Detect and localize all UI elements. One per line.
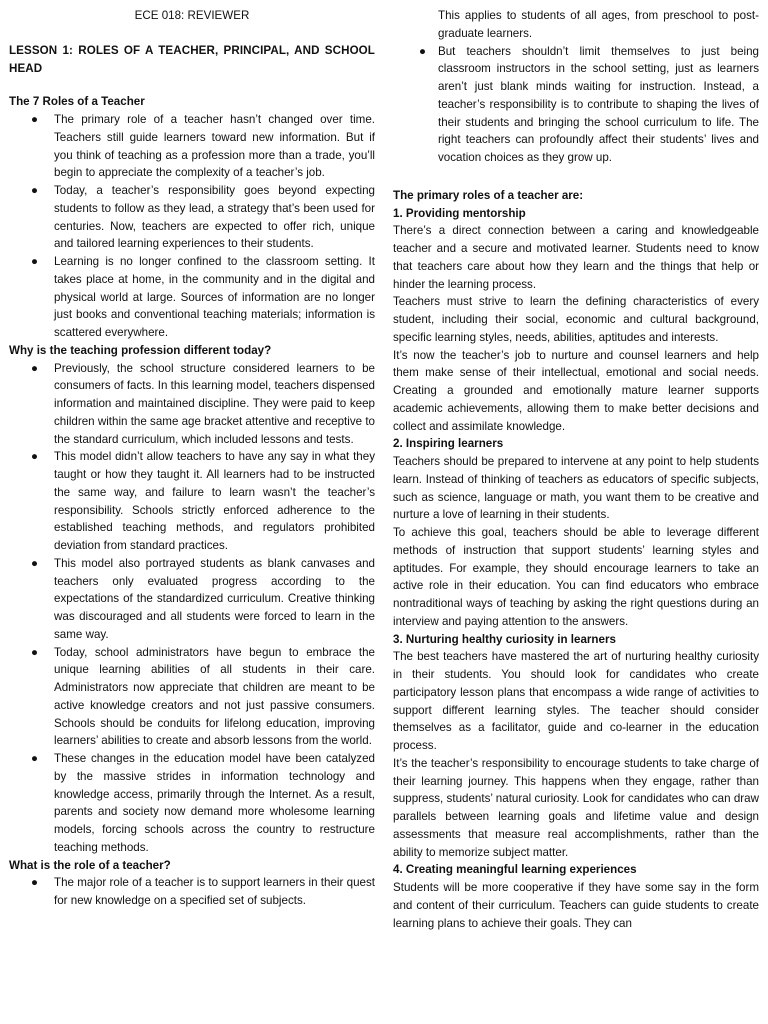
bullet-list-intro: [9, 111, 375, 342]
section-heading-role: What is the role of a teacher?: [9, 858, 171, 872]
bullet-list-continued: [393, 7, 759, 167]
list-item: ● The primary role of a teacher hasn’t changed over time. Teachers still guide learners toward new information. But if you think of teaching as a profession more than a trade, you’ll begin to appreciate the complexity of a teacher’s job.: [31, 113, 375, 180]
section-heading-why-different: Why is the teaching profession different today?: [9, 343, 272, 357]
section-heading-curiosity: 3. Nurturing healthy curiosity in learners: [393, 632, 616, 646]
lesson-heading: LESSON 1: ROLES OF A TEACHER, PRINCIPAL, AND SCHOOL HEAD: [9, 43, 375, 75]
list-item: ● Today, school administrators have begun to embrace the unique learning abilities of all students in their care. Administrators now appreciate that children are meant to be active knowledge creators and not just passive consumers. Schools should be conduits for lifelong education, improving learners’ abilities to create and absorb lessons from the world.: [31, 645, 375, 748]
list-item: ● This model also portrayed students as blank canvases and teachers only evaluated progress according to the expectations of the standardized curriculum. Creative thinking was discouraged and all students were forced to learn in the same way.: [31, 556, 375, 641]
bullet-icon: ●: [31, 556, 39, 570]
bullet-icon: ●: [31, 450, 39, 464]
paragraph: Teachers must strive to learn the defining characteristics of every student, including their social, economic and cultural background, specific learning styles, needs, abilities, aptitudes and interests.: [393, 295, 759, 344]
bullet-icon: ●: [31, 184, 39, 197]
bullet-icon: ●: [31, 255, 39, 268]
document-title: ECE 018: REVIEWER: [134, 9, 250, 22]
section-heading-mentorship: 1. Providing mentorship: [393, 206, 526, 220]
left-column: [9, 7, 375, 910]
bullet-icon: ●: [31, 752, 39, 765]
list-item: ● Today, a teacher’s responsibility goes beyond expecting students to follow as they lead, a strategy that’s been used for centuries. Now, teachers are expected to offer rich, unique and tailored learning experiences to their students.: [31, 184, 375, 251]
bullet-icon: ●: [31, 113, 39, 126]
bullet-list-why: [9, 360, 375, 857]
section-heading-inspiring: 2. Inspiring learners: [393, 437, 504, 451]
list-item: ● These changes in the education model have been catalyzed by the massive strides in information technology and knowledge access, primarily through the Internet. As a result, parents and society now demand more wholesome learning models, forcing schools across the country to restructure teaching methods.: [31, 752, 375, 854]
paragraph: Teachers should be prepared to intervene at any point to help students learn. Instead of thinking of teachers as educators of specific subjects, such as science, language or math, you want them to be creative and nurture a love of learning in their students.: [393, 455, 759, 522]
paragraph: The best teachers have mastered the art of nurturing healthy curiosity in their students. You should look for candidates who create participatory lesson plans that encompass a wide range of activities to support different learning styles. The teacher should consider themselves as a facilitator, guide and co-learner in the education process.: [393, 650, 759, 752]
bullet-icon: ●: [419, 44, 427, 58]
paragraph: Students will be more cooperative if they have some say in the form and content of their curriculum. Teachers can guide students to create learning plans to achieve their goals. They can: [393, 881, 759, 930]
list-item: ● Previously, the school structure considered learners to be consumers of facts. In this learning model, teachers dispensed information and maintained discipline. They were paid to keep children within the same age bracket attentive and receptive to the standard curriculum, which included lessons and tests.: [31, 361, 375, 446]
section-heading-meaningful: 4. Creating meaningful learning experiences: [393, 863, 637, 877]
list-item: ● But teachers shouldn’t limit themselves to just being classroom instructors in the school setting, just as learners aren’t just blank minds waiting for instruction. Instead, a teacher’s responsibility is to contribute to shaping the lives of their students and bringing the school curriculum to life. The right teachers can profoundly affect their students’ lives and vocation choices as they grow up.: [419, 44, 759, 164]
list-item-continued: This applies to students of all ages, from preschool to post-graduate learners.: [438, 9, 759, 40]
bullet-icon: ●: [31, 645, 39, 659]
paragraph: To achieve this goal, teachers should be able to leverage different methods of instruction that support students’ learning styles and aptitudes. For example, they should encourage learners to take an active role in their education. You can find educators who embrace nontraditional ways of teaching by asking the right questions during an interview and paying attention to the answers.: [393, 526, 759, 628]
list-item: ● The major role of a teacher is to support learners in their quest for new knowledge on a specified set of subjects.: [31, 876, 375, 907]
list-item: ● This model didn’t allow teachers to have any say in what they taught or how they taught it. All learners had to be instructed the same way, and failure to learn wasn’t the teacher’s responsibility. Schools strictly enforced adherence to the established teaching methods, and regulators prohibited deviation from standard practices.: [31, 450, 375, 552]
right-column: [393, 7, 759, 932]
bullet-icon: ●: [31, 361, 39, 375]
bullet-list-role: [9, 874, 375, 910]
bullet-icon: ●: [31, 876, 39, 890]
roles-intro: The primary roles of a teacher are:: [393, 188, 584, 202]
list-item: ● Learning is no longer confined to the classroom setting. It takes place at home, in the community and in the digital and physical world at large. Sources of information are no longer just books and conventional teaching materials; information is scattered everywhere.: [31, 255, 375, 339]
paragraph: There’s a direct connection between a caring and knowledgeable teacher and a secure and motivated learner. Students need to know that teachers care about how they learn and the things that help or hinder the learning process.: [393, 224, 759, 291]
paragraph: It’s now the teacher’s job to nurture and counsel learners and help them make sense of their intellectual, emotional and social needs. Creating a grounded and emotionally mature learner supports academic achievements, allowing them to make better decisions and collect and assimilate knowledge.: [393, 348, 759, 433]
section-heading-seven-roles: The 7 Roles of a Teacher: [9, 95, 145, 109]
paragraph: It’s the teacher’s responsibility to encourage students to take charge of their learning journey. This happens when they engage, rather than suppress, students’ natural curiosity. Look for candidates who can draw parallels between learning goals and lifetime value and design assessments that measure real accomplishments, rather than the ability to memorize subject matter.: [393, 756, 759, 859]
